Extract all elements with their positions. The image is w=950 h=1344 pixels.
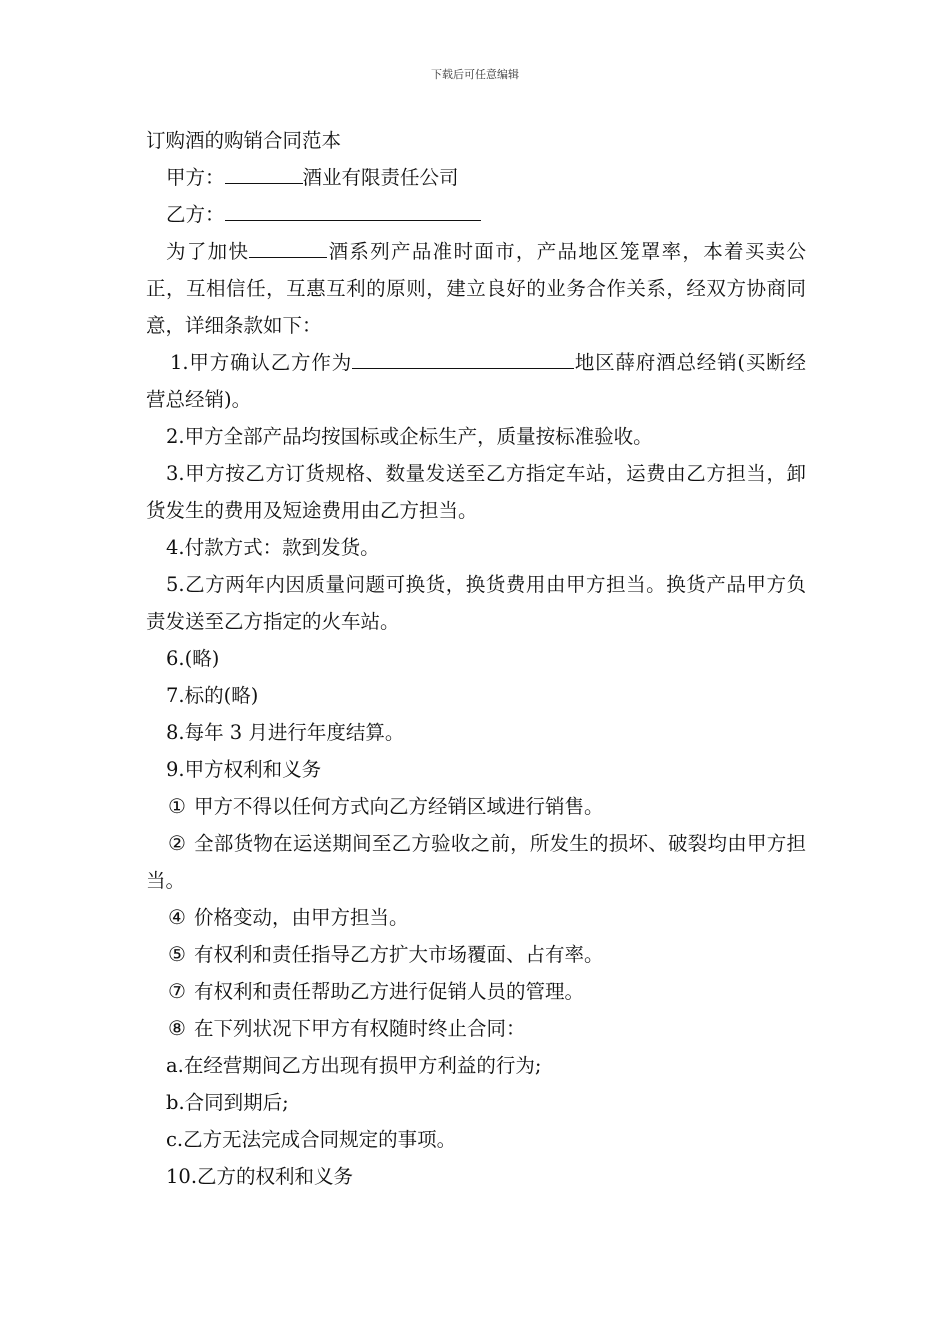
clause-9-item [146,825,806,899]
item-marker: ① [168,794,186,818]
clause-4: 4.付款方式：款到发货。 [166,536,380,559]
party-a-line [146,159,806,196]
item-text: 甲方不得以任何方式向乙方经销区域进行销售。 [193,795,604,818]
clause-1-blank [352,348,574,369]
clause-9: 9.甲方权利和义务 [166,758,322,781]
clause-10: 10.乙方的权利和义务 [166,1165,354,1188]
item-text: 全部货物在运送期间至乙方验收之前，所发生的损坏、破裂均由甲方担当。 [146,832,806,892]
item-text: 有权利和责任帮助乙方进行促销人员的管理。 [193,980,584,1003]
item-marker: ⑤ [168,942,186,966]
clause-9-item [146,973,806,1010]
clause-5: 5.乙方两年内因质量问题可换货，换货费用由甲方担当。换货产品甲方负责发送至乙方指定的火车站。 [146,573,806,633]
party-a-suffix: 酒业有限责任公司 [302,166,459,189]
party-b-label: 乙方： [166,203,225,226]
page-header-note: 下载后可任意编辑 [431,68,519,81]
sub-item-c: c.乙方无法完成合同规定的事项。 [166,1128,457,1151]
party-a-label: 甲方： [166,166,225,189]
item-marker: ④ [168,905,186,929]
clause-8: 8.每年 3 月进行年度结算。 [166,721,405,744]
clause-1-after: 地区薛府酒总经销(买断经营总经销)。 [146,351,806,411]
clause-9-item [146,899,806,936]
item-marker: ② [168,831,186,855]
clause-3: 3.甲方按乙方订货规格、数量发送至乙方指定车站，运费由乙方担当，卸货发生的费用及短途费用由乙方担当。 [146,462,806,522]
sub-item-b: b.合同到期后; [166,1091,289,1114]
intro-blank [249,237,327,258]
item-text: 在下列状况下甲方有权随时终止合同： [193,1017,526,1040]
party-a-blank [225,163,303,184]
clause-2: 2.甲方全部产品均按国标或企标生产，质量按标准验收。 [166,425,653,448]
party-b-blank [225,200,481,221]
item-marker: ⑦ [168,979,186,1003]
clause-6: 6.(略) [166,647,220,670]
contract-body [146,122,806,1195]
party-b-line [146,196,806,233]
clause-1 [146,344,806,418]
item-text: 有权利和责任指导乙方扩大市场覆面、占有率。 [193,943,604,966]
clause-1-before: 1.甲方确认乙方作为 [170,351,353,374]
clause-9-item [146,936,806,973]
intro-paragraph [146,233,806,344]
intro-after: 酒系列产品准时面市，产品地区笼罩率，本着买卖公正，互相信任，互惠互利的原则，建立良好的业务合作关系，经双方协商同意，详细条款如下： [146,240,806,337]
intro-before: 为了加快 [166,240,250,263]
item-text: 价格变动，由甲方担当。 [193,906,409,929]
document-title: 订购酒的购销合同范本 [146,129,342,152]
sub-item-a: a.在经营期间乙方出现有损甲方利益的行为; [166,1054,542,1077]
clause-9-item [146,788,806,825]
clause-9-item [146,1010,806,1047]
clause-7: 7.标的(略) [166,684,259,707]
item-marker: ⑧ [168,1016,186,1040]
